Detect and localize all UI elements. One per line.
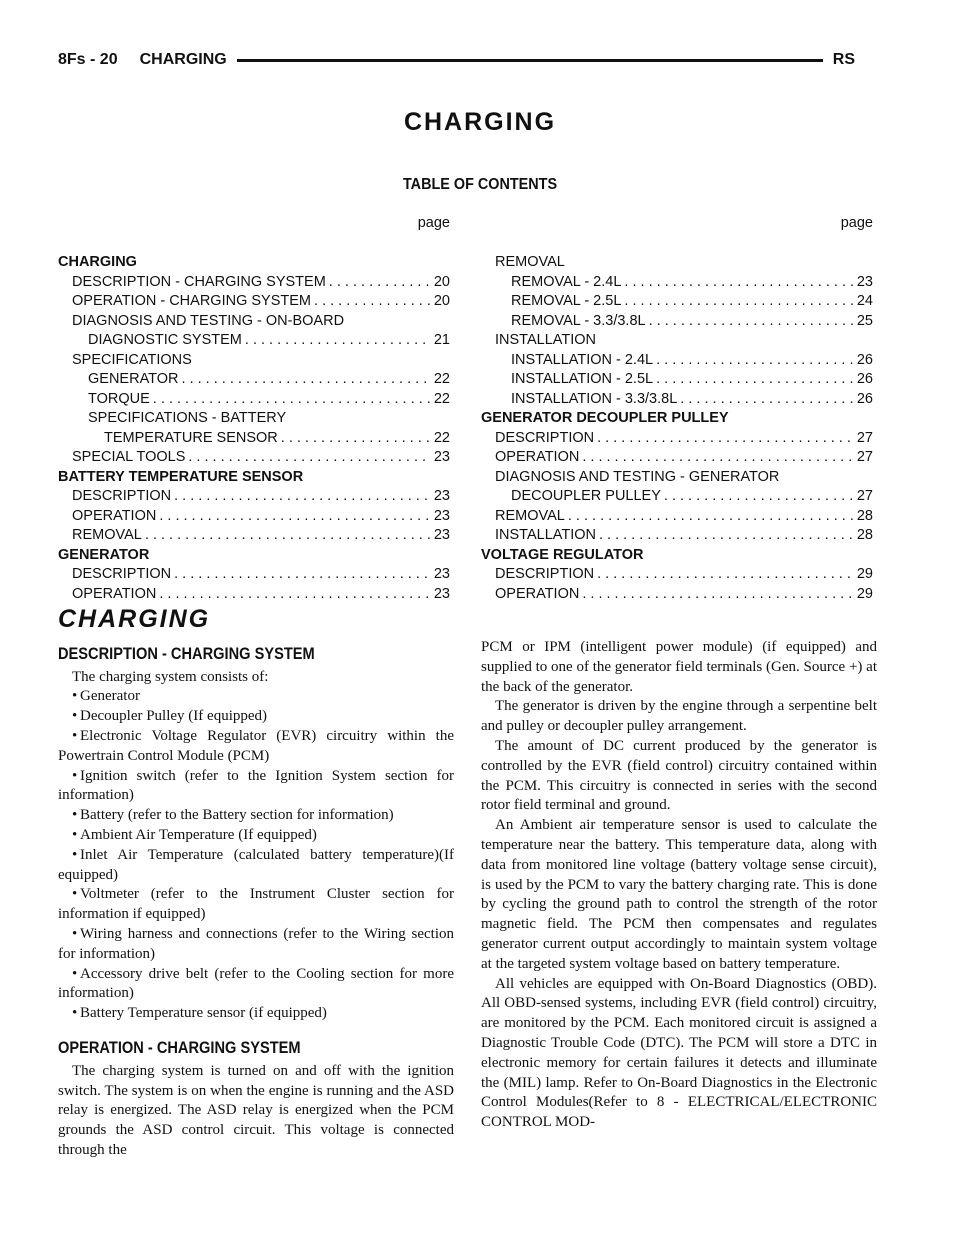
toc-leader-dots [680, 390, 854, 410]
paragraph: PCM or IPM (intelligent power module) (if equipped) and supplied to one of the generator field terminals (Gen. Source +) at the back of the generator. [481, 639, 877, 695]
toc-entry [58, 253, 450, 273]
toc-right-column [481, 214, 873, 604]
toc-entry-title: OPERATION [72, 585, 157, 602]
bullet-icon: • [72, 925, 78, 942]
toc-leader-dots [145, 526, 431, 546]
toc-entry-page: 23 [433, 527, 450, 543]
header-model: RS [832, 51, 855, 68]
toc-entry [58, 390, 450, 410]
toc-entry-page: 28 [856, 527, 873, 543]
operation-heading: OPERATION - CHARGING SYSTEM [58, 1037, 301, 1057]
toc-entry-title: INSTALLATION [495, 527, 596, 543]
toc-entry-title: SPECIFICATIONS - BATTERY [88, 410, 287, 426]
toc-entry [481, 487, 873, 507]
list-item-text: Decoupler Pulley (If equipped) [80, 708, 268, 725]
toc-leader-dots [245, 331, 431, 351]
list-item [58, 1004, 454, 1024]
toc-entry [58, 526, 450, 546]
toc-entry [58, 468, 450, 488]
toc-entry [58, 409, 450, 429]
toc-entry [481, 585, 873, 605]
toc-entry-page: 27 [856, 429, 873, 446]
toc-entry [481, 312, 873, 332]
list-item-text: Accessory drive belt (refer to the Cooling section for more information) [58, 965, 454, 1002]
bullet-icon: • [72, 826, 78, 843]
toc-entry-title: OPERATION [495, 585, 580, 602]
toc-entry-title: SPECIFICATIONS [72, 351, 192, 368]
toc-entry-page: 28 [856, 507, 873, 524]
toc-leader-dots [624, 273, 853, 293]
toc-entry [58, 565, 450, 585]
paragraph: The generator is driven by the engine through a serpentine belt and pulley or decoupler pulley arrangement. [481, 698, 877, 735]
toc-entry-page: 23 [433, 585, 450, 602]
bullet-icon: • [72, 708, 78, 725]
toc-entry [58, 507, 450, 527]
toc-leader-dots [656, 370, 854, 390]
paragraph: An Ambient air temperature sensor is used to calculate the temperature near the battery. This temperature data, along with data from monitored line voltage (battery voltage sense circuit), is used by the PCM to vary the battery charging rate. This is done by cycling the ground path to control the strength of the rotor magnetic field. The PCM then compensates and regulates generator current output accordingly to maintain system voltage at the targeted system voltage based on battery temperature. [481, 817, 877, 972]
body-left-column [58, 605, 454, 1161]
list-item-text: Battery Temperature sensor (if equipped) [80, 1005, 327, 1022]
toc-entry-title: GENERATOR DECOUPLER PULLEY [481, 410, 729, 426]
toc-entry-page: 20 [433, 293, 450, 309]
list-item [58, 826, 454, 846]
toc-entry-page: 22 [433, 429, 450, 446]
toc-entry-page: 23 [856, 273, 873, 290]
page-title: CHARGING [403, 108, 557, 136]
toc-entry-title: INSTALLATION - 2.5L [511, 371, 654, 387]
description-intro: The charging system consists of: [72, 668, 269, 685]
toc-entry-title: DIAGNOSIS AND TESTING - GENERATOR [495, 468, 780, 485]
toc-entry-page: 23 [433, 488, 450, 504]
list-item-text: Ambient Air Temperature (If equipped) [80, 826, 317, 843]
toc-entry-title: REMOVAL - 3.3/3.8L [511, 312, 646, 329]
page-number: 8Fs - 20 [58, 51, 118, 68]
toc-entry-page: 22 [433, 371, 450, 387]
toc-leader-dots [664, 487, 854, 507]
toc-entry [481, 448, 873, 468]
toc-entry-page: 26 [856, 390, 873, 407]
toc-entry [481, 546, 873, 566]
toc-leader-dots [159, 507, 431, 527]
list-item [58, 767, 454, 807]
toc-entry-title: CHARGING [58, 254, 137, 270]
toc-entry-title: OPERATION [495, 449, 580, 465]
toc-entry [481, 253, 873, 273]
toc-leader-dots [174, 487, 431, 507]
list-item [58, 965, 454, 1005]
toc-entry-title: DIAGNOSIS AND TESTING - ON-BOARD [72, 312, 345, 329]
list-item-text: Generator [80, 688, 140, 705]
toc-leader-dots [656, 351, 854, 371]
toc-entry-title: TORQUE [88, 390, 150, 407]
toc-entry-title: REMOVAL [495, 254, 565, 270]
toc-entry [481, 273, 873, 293]
list-item-text: Electronic Voltage Regulator (EVR) circuitry within the Powertrain Control Module (PCM) [58, 727, 454, 764]
toc-leader-dots [159, 585, 431, 605]
toc-entry [58, 429, 450, 449]
toc-leader-dots [582, 448, 854, 468]
toc-left-column [58, 214, 450, 604]
list-item-text: Voltmeter (refer to the Instrument Cluster section for information if equipped) [58, 886, 454, 923]
toc-entry [481, 351, 873, 371]
toc-entry-title: REMOVAL - 2.4L [511, 273, 622, 290]
toc-entry-title: INSTALLATION [495, 332, 596, 348]
toc-entry-title: DESCRIPTION [72, 566, 172, 582]
section-title: CHARGING [58, 605, 211, 633]
toc-heading: TABLE OF CONTENTS [402, 176, 558, 193]
list-item [58, 806, 454, 826]
list-item [58, 727, 454, 767]
list-item [58, 707, 454, 727]
list-item-text: Ignition switch (refer to the Ignition System section for information) [58, 767, 454, 804]
bullet-icon: • [72, 807, 78, 824]
toc-leader-dots [329, 273, 431, 293]
toc-leader-dots [624, 292, 853, 312]
toc-entry [481, 429, 873, 449]
toc-entry-page: 27 [856, 449, 873, 465]
description-heading: DESCRIPTION - CHARGING SYSTEM [58, 643, 315, 663]
bullet-icon: • [72, 886, 78, 903]
toc-entry [58, 351, 450, 371]
toc-entry-title: OPERATION [72, 507, 157, 524]
toc-entry-title: REMOVAL [495, 507, 565, 524]
toc-entry-title: REMOVAL [72, 527, 142, 543]
toc-entry-page: 24 [856, 293, 873, 309]
toc-entry [58, 585, 450, 605]
bullet-icon: • [72, 846, 78, 863]
toc-entry [58, 331, 450, 351]
bullet-icon: • [72, 767, 78, 784]
body-right-column [481, 638, 877, 1133]
toc-entry [481, 370, 873, 390]
bullet-icon: • [72, 688, 78, 705]
list-item [58, 925, 454, 965]
toc-entry-title: INSTALLATION - 2.4L [511, 351, 654, 368]
toc-leader-dots [188, 448, 430, 468]
toc-entry-title: BATTERY TEMPERATURE SENSOR [58, 468, 304, 485]
toc-entry [481, 468, 873, 488]
toc-entry-title: SPECIAL TOOLS [72, 449, 186, 465]
toc-entry [481, 409, 873, 429]
list-item [58, 885, 454, 925]
toc-entry-title: INSTALLATION - 3.3/3.8L [511, 390, 678, 407]
toc-entry-title: REMOVAL - 2.5L [511, 293, 622, 309]
toc-entry [481, 507, 873, 527]
toc-leader-dots [582, 585, 854, 605]
toc-entry-page: 20 [433, 273, 450, 290]
toc-leader-dots [182, 370, 431, 390]
toc-leader-dots [597, 565, 854, 585]
toc-entry-title: DECOUPLER PULLEY [511, 488, 661, 504]
bullet-icon: • [72, 1005, 78, 1022]
toc-leader-dots [597, 429, 854, 449]
toc-entry-page: 29 [856, 585, 873, 602]
toc-entry-page: 23 [433, 507, 450, 524]
toc-entry-page: 25 [856, 312, 873, 329]
bullet-icon: • [72, 965, 78, 982]
toc-entry-title: DESCRIPTION [495, 429, 595, 446]
toc-entry [58, 292, 450, 312]
paragraph: All vehicles are equipped with On-Board Diagnostics (OBD). All OBD-sensed systems, including EVR (field control) circuitry, are monitored by the PCM. Each monitored circuit is assigned a Diagnostic Trouble Code (DTC). The PCM will store a DTC in electronic memory for certain failures it detects and illuminate the (MIL) lamp. Refer to On-Board Diagnostics in the Electronic Control Modules(Refer to 8 - ELECTRICAL/ELECTRONIC CONTROL MOD- [481, 975, 877, 1131]
toc-entry-title: DESCRIPTION - CHARGING SYSTEM [72, 273, 326, 290]
toc-entry-title: DESCRIPTION [495, 566, 595, 582]
toc-right-list [481, 253, 873, 604]
toc-entry [481, 390, 873, 410]
toc-entry [481, 526, 873, 546]
toc-leader-dots [599, 526, 854, 546]
toc-entry [481, 292, 873, 312]
toc-entry-page: 23 [433, 449, 450, 465]
toc-entry [58, 273, 450, 293]
toc-leader-dots [174, 565, 431, 585]
toc-left-list [58, 253, 450, 604]
toc-entry-title: DESCRIPTION [72, 488, 172, 504]
list-item-text: Inlet Air Temperature (calculated battery temperature)(If equipped) [58, 846, 454, 883]
header-rule [237, 59, 823, 62]
toc-entry [58, 312, 450, 332]
toc-leader-dots [153, 390, 431, 410]
list-item [58, 687, 454, 707]
list-item [58, 846, 454, 886]
page-header [58, 40, 875, 80]
operation-paragraph: The charging system is turned on and off with the ignition switch. The system is on when the engine is running and the ASD relay is energized. The ASD relay is energized when the PCM grounds the ASD control circuit. This voltage is connected through the [58, 1062, 454, 1158]
toc-leader-dots [649, 312, 854, 332]
toc-entry [58, 370, 450, 390]
list-item-text: Battery (refer to the Battery section for information) [80, 807, 394, 824]
list-item-text: Wiring harness and connections (refer to the Wiring section for information) [58, 925, 454, 962]
toc-leader-dots [281, 429, 431, 449]
toc-leader-dots [314, 292, 431, 312]
header-section: CHARGING [139, 51, 227, 68]
toc-entry-title: TEMPERATURE SENSOR [104, 429, 278, 446]
toc-entry-page: 22 [433, 390, 450, 407]
toc-entry [58, 487, 450, 507]
toc-page-label: page [840, 215, 873, 231]
toc-entry [481, 565, 873, 585]
toc-entry [58, 448, 450, 468]
toc-leader-dots [568, 507, 854, 527]
component-list [58, 687, 454, 1024]
toc-entry-title: GENERATOR [58, 546, 150, 563]
toc-page-label: page [417, 215, 450, 231]
toc-entry-title: GENERATOR [88, 371, 179, 387]
toc-entry-page: 21 [433, 332, 450, 348]
toc-entry-page: 27 [856, 488, 873, 504]
toc-entry [58, 546, 450, 566]
toc-entry-page: 29 [856, 566, 873, 582]
paragraph: The amount of DC current produced by the generator is controlled by the EVR (field control) circuitry contained within the PCM. This circuitry is connected in series with the second rotor field terminal and ground. [481, 737, 877, 814]
toc-entry [481, 331, 873, 351]
toc-entry-title: DIAGNOSTIC SYSTEM [88, 332, 242, 348]
toc-entry-page: 23 [433, 566, 450, 582]
toc-entry-title: OPERATION - CHARGING SYSTEM [72, 293, 312, 309]
bullet-icon: • [72, 727, 78, 744]
toc-entry-page: 26 [856, 371, 873, 387]
toc-entry-page: 26 [856, 351, 873, 368]
toc-entry-title: VOLTAGE REGULATOR [481, 546, 644, 563]
